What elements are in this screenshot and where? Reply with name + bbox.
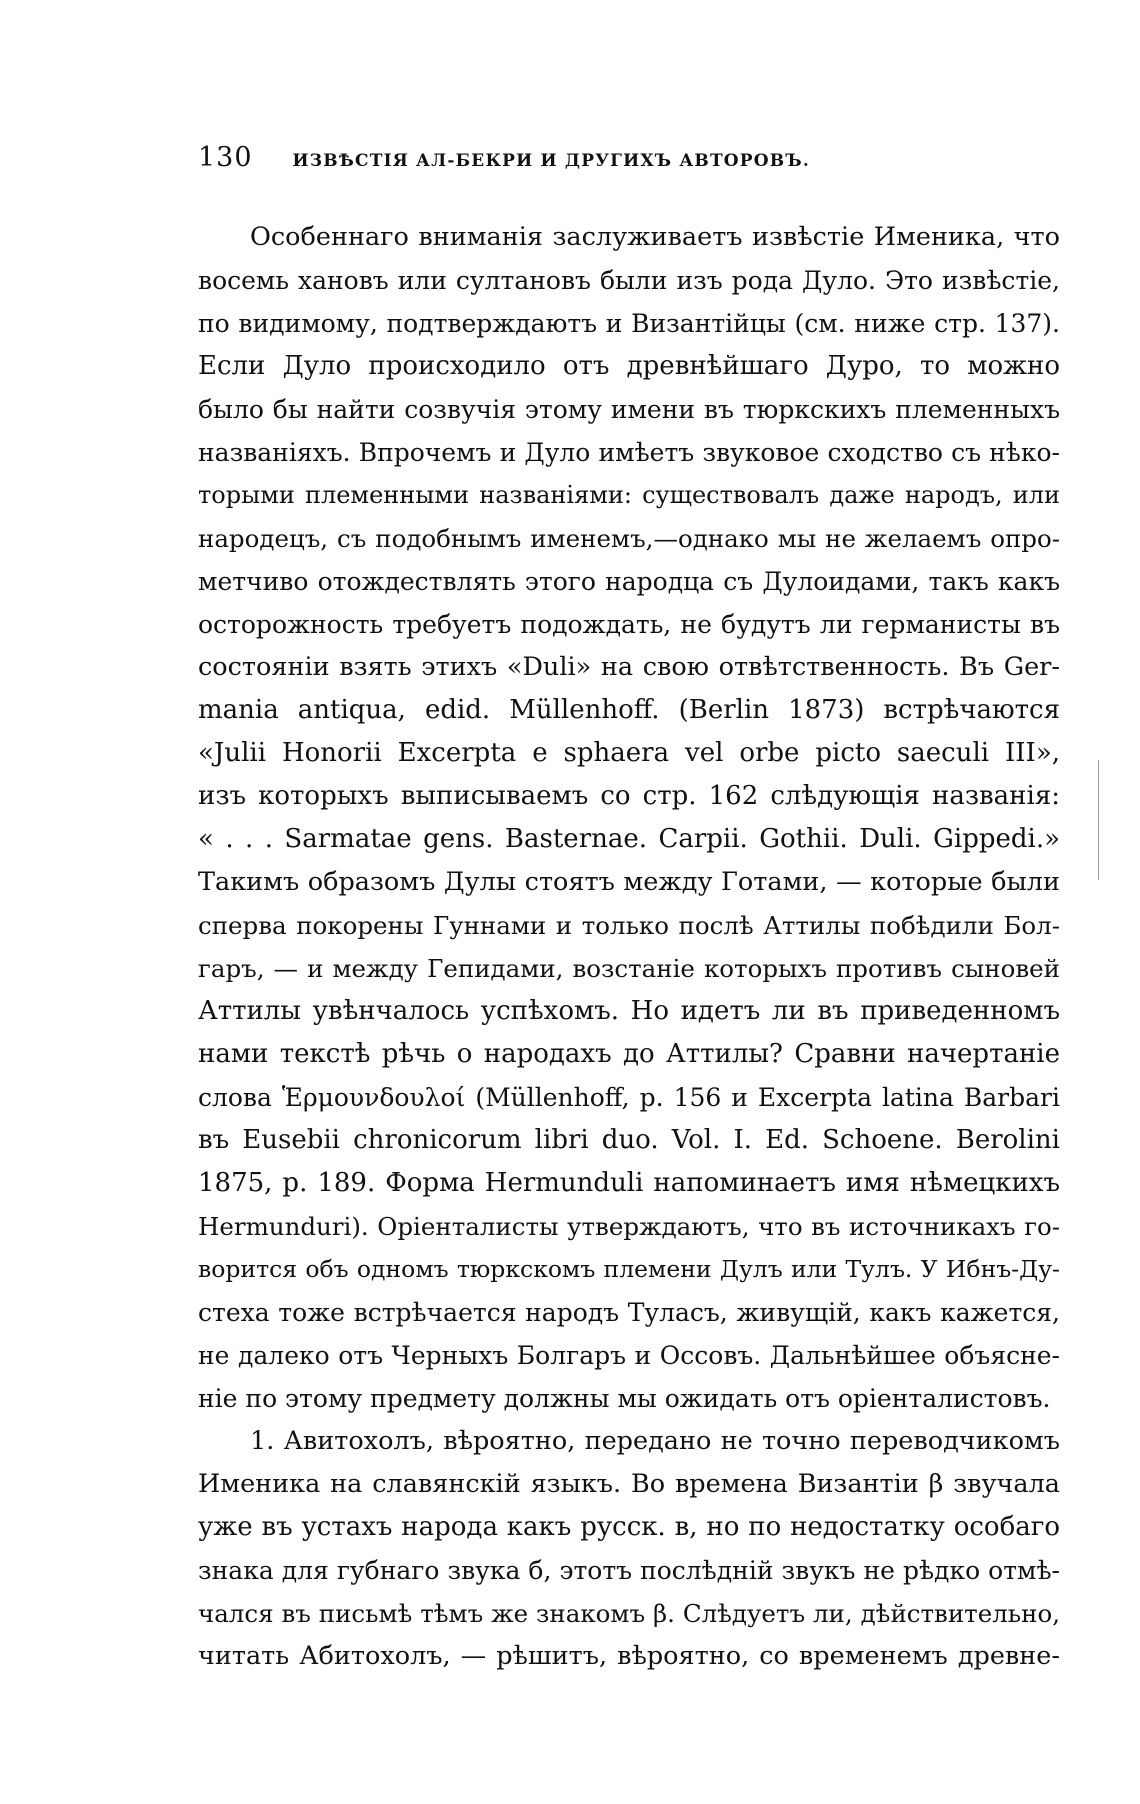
text-line: 1. Авитохолъ, вѣроятно, передано не точно переводчикомъ [250,1426,1060,1456]
text-line: метчиво отождествлять этого народца съ Дулоидами, такъ какъ [198,567,1060,596]
text-line: было бы найти созвучія этому имени въ тюркскихъ племенныхъ [198,395,1060,424]
margin-mark [1098,760,1099,880]
text-line: названіяхъ. Впрочемъ и Дуло имѣетъ звуковое сходство съ нѣко- [198,438,1060,467]
page-number: 130 [198,142,253,173]
text-line: Hermunduri). Оріенталисты утверждаютъ, что въ источникахъ го- [198,1212,1060,1241]
text-line: стеха тоже встрѣчается народъ Туласъ, живущій, какъ кажется, [198,1298,1060,1327]
text-line: гаръ, — и между Гепидами, возстаніе которыхъ противъ сыновей [198,954,1060,983]
text-line: осторожность требуетъ подождать, не будутъ ли германисты въ [198,610,1060,639]
text-line: сперва покорены Гуннами и только послѣ Аттилы побѣдили Бол- [198,911,1060,940]
text-line: уже въ устахъ народа какъ русск. в, но по недостатку особаго [198,1512,1060,1542]
text-line: Аттилы увѣнчалось успѣхомъ. Но идетъ ли въ приведенномъ [198,996,1060,1026]
text-line: торыми племенными названіями: существовалъ даже народъ, или [198,481,1060,509]
text-line: Именика на славянскій языкъ. Во времена Византіи β звучала [198,1469,1060,1499]
text-line: народецъ, съ подобнымъ именемъ,—однако мы не желаемъ опро- [198,524,1060,553]
text-line: ворится объ одномъ тюркскомъ племени Дулъ или Тулъ. У Ибнъ-Ду- [198,1255,1060,1283]
body-text [198,216,1060,1678]
text-line: Если Дуло происходило отъ древнѣйшаго Дуро, то можно [198,351,1060,381]
text-line: восемь хановъ или султановъ были изъ рода Дуло. Это извѣстіе, [198,266,1060,295]
text-line: «Julii Honorii Excerpta e sphaera vel orbe picto saeculi III», [198,738,1060,768]
text-line: Такимъ образомъ Дулы стоятъ между Готами, — которые были [198,867,1060,897]
text-line: 1875, p. 189. Форма Hermunduli напоминаетъ имя нѣмецкихъ [198,1168,1060,1198]
running-head: ИЗВѢСТІЯ АЛ-БЕКРИ И ДРУГИХЪ АВТОРОВЪ. [292,151,810,171]
text-line: « . . . Sarmatae gens. Basternae. Carpii. Gothii. Duli. Gippedi.» [198,824,1060,854]
text-line: чался въ письмѣ тѣмъ же знакомъ β. Слѣдуетъ ли, дѣйствительно, [198,1599,1060,1628]
text-line: не далеко отъ Черныхъ Болгаръ и Оссовъ. Дальнѣйшее объясне- [198,1341,1060,1370]
text-line: ніе по этому предмету должны мы ожидать отъ оріенталистовъ. [198,1384,1051,1413]
text-line: читать Абитохолъ, — рѣшитъ, вѣроятно, со временемъ древне- [198,1641,1060,1671]
text-line: въ Eusebii chronicorum libri duo. Vol. I. Ed. Schoene. Berolini [198,1125,1060,1155]
text-line: знака для губнаго звука б, этотъ послѣдній звукъ не рѣдко отмѣ- [198,1556,1060,1585]
text-line: Особеннаго вниманія заслуживаетъ извѣстіе Именика, что [250,222,1060,252]
text-line: по видимому, подтверждаютъ и Византійцы (см. ниже стр. 137). [198,309,1060,338]
text-line: нами текстѣ рѣчь о народахъ до Аттилы? Сравни начертаніе [198,1039,1060,1069]
page-header [198,142,898,173]
text-line: слова Ἑρμουνδουλοί (Müllenhoff, p. 156 и Excerpta latina Barbari [198,1083,1060,1112]
text-line: mania antiqua, edid. Müllenhoff. (Berlin 1873) встрѣчаются [198,695,1060,725]
text-line: состояніи взять этихъ «Duli» на свою отвѣтственность. Въ Ger- [198,652,1060,682]
text-line: изъ которыхъ выписываемъ со стр. 162 слѣдующія названія: [198,781,1060,811]
